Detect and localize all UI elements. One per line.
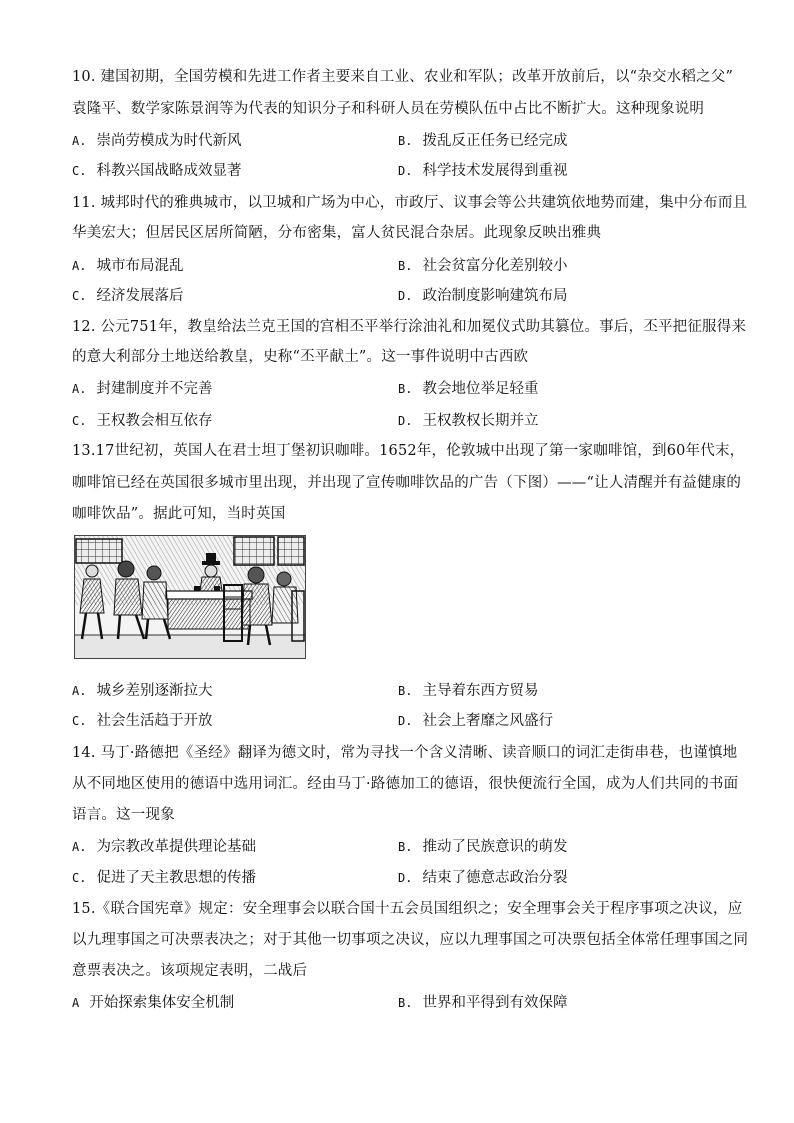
option-text: 崇尚劳模成为时代新风: [96, 133, 242, 149]
q14-stem-line-3: 语言。这一现象: [72, 807, 175, 823]
q14-option-c: [72, 868, 256, 888]
option-letter: A.: [72, 382, 87, 396]
option-letter: D.: [398, 714, 413, 728]
q13-option-b: [398, 681, 538, 701]
q11-option-d: [398, 286, 567, 306]
q11-option-a: [72, 256, 183, 276]
option-text: 促进了天主教思想的传播: [96, 870, 256, 886]
option-text: 科教兴国战略成效显著: [96, 163, 242, 179]
q11-option-c: [72, 286, 183, 306]
q13-stem-line-2: 咖啡馆已经在英国很多城市里出现，并出现了宣传咖啡饮品的广告（下图）——“让人清醒并有益健康的: [72, 475, 742, 491]
option-text: 城乡差别逐渐拉大: [96, 683, 213, 699]
q12-stem-line-1: 12. 公元751年，教皇给法兰克王国的宫相丕平举行涂油礼和加冕仪式助其篡位。事后，丕平把征服得来: [72, 319, 747, 335]
q13-option-a: [72, 681, 212, 701]
option-text: 社会上奢靡之风盛行: [422, 713, 553, 729]
option-text: 经济发展落后: [96, 288, 184, 304]
option-text: 结束了德意志政治分裂: [422, 870, 568, 886]
q11-option-b: [398, 256, 567, 276]
q11-stem-line-2: 华美宏大；但居民区居所简陋，分布密集，富人贫民混合杂居。此现象反映出雅典: [72, 225, 602, 241]
option-text: 王权教会相互依存: [96, 413, 213, 429]
option-letter: B.: [398, 382, 413, 396]
option-letter: D.: [398, 414, 413, 428]
q14-option-a: [72, 837, 256, 857]
q12-option-d: [398, 411, 538, 431]
q12-option-a: [72, 379, 212, 399]
option-letter: D.: [398, 164, 413, 178]
option-letter: B.: [398, 684, 413, 698]
q15-stem-line-1: 15.《联合国宪章》规定：安全理事会以联合国十五会员国组织之；安全理事会关于程序事项之决议，应: [72, 901, 743, 917]
q10-option-b: [398, 131, 567, 151]
option-text: 社会生活趋于开放: [96, 713, 213, 729]
option-text: 为宗教改革提供理论基础: [96, 839, 256, 855]
option-text: 城市布局混乱: [96, 258, 184, 274]
option-text: 政治制度影响建筑布局: [422, 288, 568, 304]
q10-option-c: [72, 161, 241, 181]
option-text: 世界和平得到有效保障: [422, 995, 568, 1011]
option-text: 拨乱反正任务已经完成: [422, 133, 568, 149]
option-letter: C.: [72, 714, 87, 728]
option-letter: D.: [398, 871, 413, 885]
q10-option-a: [72, 131, 241, 151]
q15-stem-line-3: 意票表决之。该项规定表明，二战后: [72, 963, 308, 979]
q14-stem-line-2: 从不同地区使用的德语中选用词汇。经由马丁·路德加工的德语，很快便流行全国，成为人们共同的书面: [72, 776, 739, 792]
option-letter: D.: [398, 289, 413, 303]
q13-stem-line-1: 13.17世纪初，英国人在君士坦丁堡初识咖啡。1652年，伦敦城中出现了第一家咖啡馆，到60年代末，: [72, 443, 745, 459]
option-letter: A.: [72, 840, 87, 854]
q14-option-b: [398, 837, 567, 857]
option-letter: B.: [398, 996, 413, 1010]
option-text: 主导着东西方贸易: [422, 683, 539, 699]
q11-stem-line-1: 11. 城邦时代的雅典城市，以卫城和广场为中心，市政厅、议事会等公共建筑依地势而建，集中分布而且: [72, 195, 748, 211]
q10-stem-line-2: 袁隆平、数学家陈景润等为代表的知识分子和科研人员在劳模队伍中占比不断扩大。这种现象说明: [72, 101, 705, 117]
option-letter: A.: [72, 684, 87, 698]
option-text: 推动了民族意识的萌发: [422, 839, 568, 855]
q13-option-c: [72, 711, 212, 731]
q14-stem-line-1: 14. 马丁·路德把《圣经》翻译为德文时，常为寻找一个含义清晰、读音顺口的词汇走街串巷，也谨慎地: [72, 745, 738, 761]
option-letter: C.: [72, 289, 87, 303]
coffeehouse-illustration: [74, 535, 306, 659]
q13-stem-line-3: 咖啡饮品”。据此可知，当时英国: [72, 506, 286, 522]
option-text: 社会贫富分化差别较小: [422, 258, 568, 274]
option-letter: A: [72, 996, 80, 1010]
option-text: 封建制度并不完善: [96, 381, 213, 397]
q12-stem-line-2: 的意大利部分土地送给教皇，史称“丕平献土”。这一事件说明中古西欧: [72, 349, 529, 365]
q15-stem-line-2: 以九理事国之可决票表决之；对于其他一切事项之决议，应以九理事国之可决票包括全体常任理事国之同: [72, 932, 749, 948]
q15-option-b: [398, 993, 567, 1013]
option-text: 王权教权长期并立: [422, 413, 539, 429]
option-letter: C.: [72, 164, 87, 178]
option-text: 教会地位举足轻重: [422, 381, 539, 397]
q14-option-d: [398, 868, 567, 888]
option-letter: C.: [72, 414, 87, 428]
q10-stem-line-1: 10. 建国初期，全国劳模和先进工作者主要来自工业、农业和军队；改革开放前后，以“杂交水稻之父”: [72, 69, 734, 85]
option-letter: B.: [398, 840, 413, 854]
option-letter: A.: [72, 134, 87, 148]
option-letter: B.: [398, 259, 413, 273]
q12-option-c: [72, 411, 212, 431]
q12-option-b: [398, 379, 538, 399]
option-text: 科学技术发展得到重视: [422, 163, 568, 179]
option-text: 开始探索集体安全机制: [89, 995, 235, 1011]
q15-option-a: [72, 993, 234, 1013]
q13-option-d: [398, 711, 553, 731]
option-letter: B.: [398, 134, 413, 148]
q10-option-d: [398, 161, 567, 181]
option-letter: C.: [72, 871, 87, 885]
option-letter: A.: [72, 259, 87, 273]
